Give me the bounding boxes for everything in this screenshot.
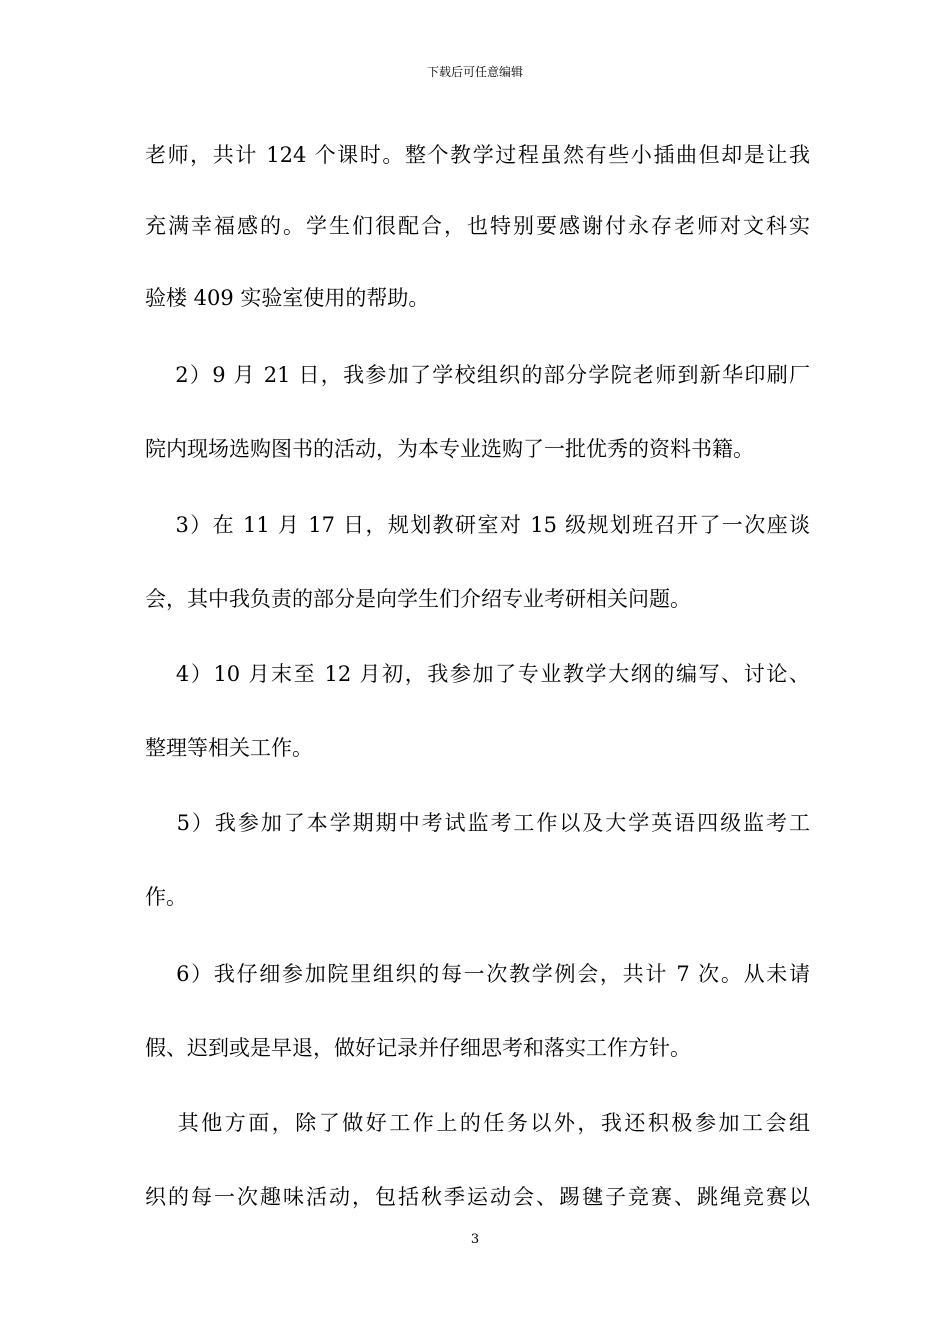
- text-line: 3）在 11 月 17 日，规划教研室对 15 级规划班召开了一次座谈: [145, 513, 810, 537]
- text-line: 假、迟到或是早退，做好记录并仔细思考和落实工作方针。: [145, 1036, 691, 1060]
- text-line: 其他方面，除了做好工作上的任务以外，我还积极参加工会组: [145, 1111, 810, 1135]
- text-line: 会，其中我负责的部分是向学生们介绍专业考研相关问题。: [145, 587, 691, 611]
- text-line: 整理等相关工作。: [145, 736, 313, 760]
- text-line: 院内现场选购图书的活动，为本专业选购了一批优秀的资料书籍。: [145, 437, 754, 461]
- text-line: 2）9 月 21 日，我参加了学校组织的部分学院老师到新华印刷厂: [145, 363, 810, 387]
- text-line: 5）我参加了本学期期中考试监考工作以及大学英语四级监考工: [145, 811, 810, 835]
- page-header: 下载后可任意编辑: [426, 65, 523, 79]
- text-line: 4）10 月末至 12 月初，我参加了专业教学大纲的编写、讨论、: [145, 662, 810, 686]
- text-line: 验楼 409 实验室使用的帮助。: [145, 286, 430, 310]
- page-number: 3: [470, 1232, 480, 1247]
- text-line: 6）我仔细参加院里组织的每一次教学例会，共计 7 次。从未请: [145, 962, 810, 986]
- text-line: 充满幸福感的。学生们很配合，也特别要感谢付永存老师对文科实: [145, 214, 810, 238]
- text-line: 作。: [145, 885, 187, 909]
- text-line: 老师，共计 124 个课时。整个教学过程虽然有些小插曲但却是让我: [145, 143, 810, 167]
- text-line: 织的每一次趣味活动，包括秋季运动会、踢毽子竞赛、跳绳竞赛以: [145, 1185, 810, 1209]
